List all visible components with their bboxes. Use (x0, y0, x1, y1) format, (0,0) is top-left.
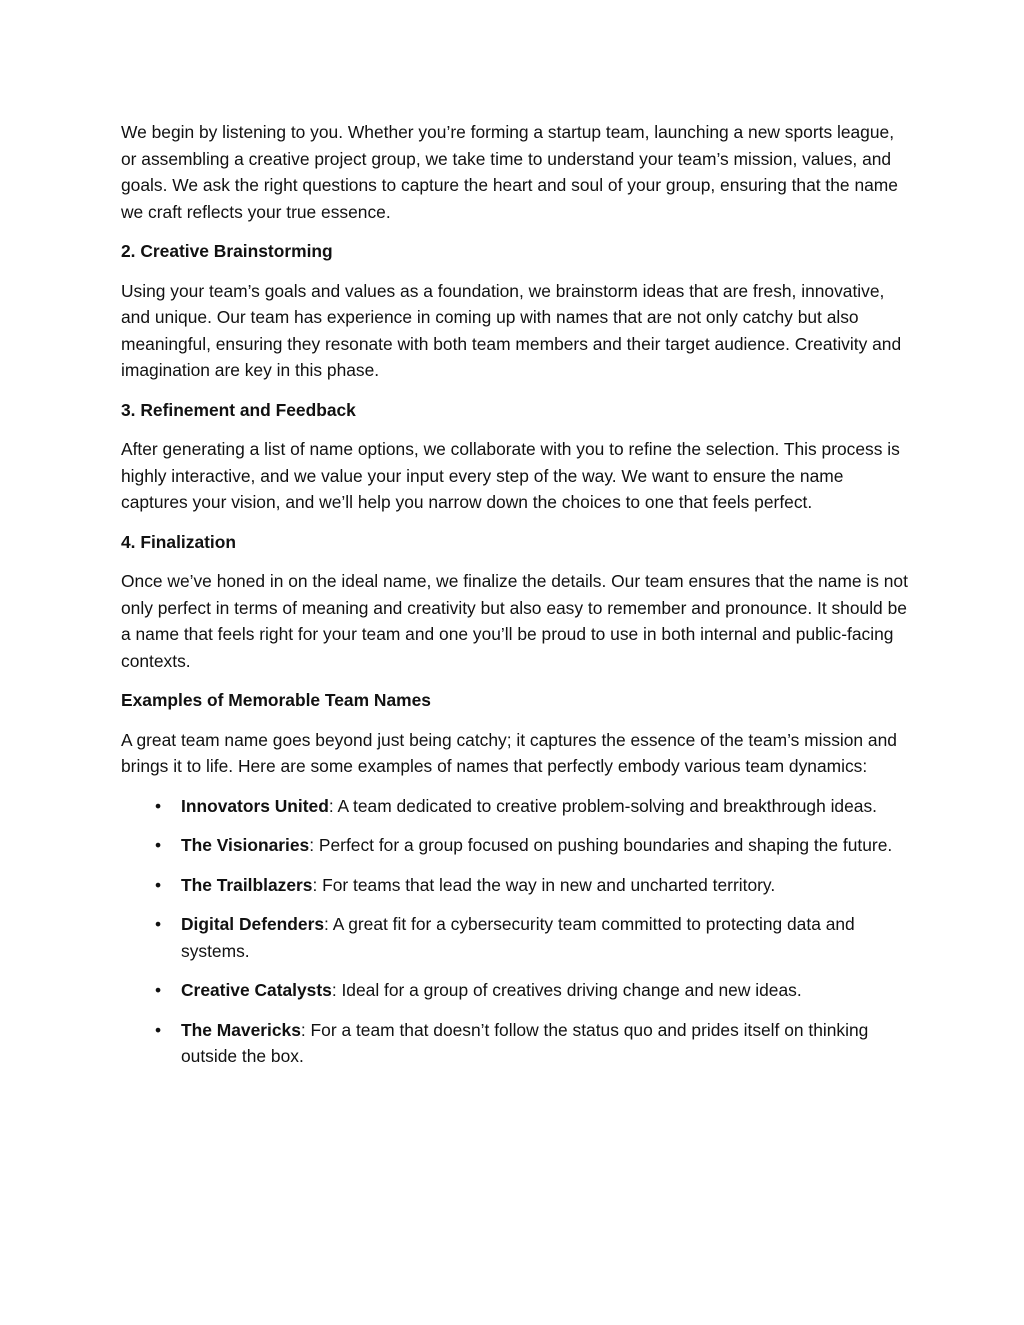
example-description: : A team dedicated to creative problem-solving and breakthrough ideas. (328, 795, 877, 816)
document-page (121, 119, 911, 1083)
example-term: Digital Defenders (181, 914, 325, 934)
example-term: The Visionaries (181, 835, 310, 855)
list-item (121, 977, 911, 1004)
bullet-icon: • (154, 835, 162, 855)
example-description: : Ideal for a group of creatives driving change and new ideas. (331, 980, 802, 1000)
list-item (121, 832, 911, 859)
bullet-icon: • (154, 795, 162, 816)
example-term: The Trailblazers (181, 874, 313, 895)
section-heading-brainstorming: 2. Creative Brainstorming (121, 241, 333, 261)
list-item (121, 872, 911, 899)
section-body-refinement: After generating a list of name options, we collaborate with you to refine the selection. This process is highly interactive, and we value your input every step of the way. We want to ensure the name captures your vision, and we’ll help you narrow down the choices to one that feels perfect. (121, 439, 900, 512)
example-description: : For a team that doesn’t follow the status quo and prides itself on thinking outside the box. (181, 1019, 869, 1066)
bullet-icon: • (154, 874, 162, 895)
list-item (121, 911, 911, 964)
example-description: : For teams that lead the way in new and uncharted territory. (312, 874, 776, 895)
section-body-brainstorming: Using your team’s goals and values as a foundation, we brainstorm ideas that are fresh, innovative, and unique. Our team has experience in coming up with names that are not only catchy but also meaningful, ensuring they resonate with both team members and their target audience. Creativity and imagination are key in this phase. (121, 280, 902, 380)
example-description: : Perfect for a group focused on pushing boundaries and shaping the future. (309, 835, 893, 855)
bullet-icon: • (154, 914, 162, 934)
example-description: : A great fit for a cybersecurity team committed to protecting data and systems. (181, 914, 855, 961)
list-item (121, 1017, 911, 1070)
section-heading-examples: Examples of Memorable Team Names (121, 690, 431, 710)
example-term: Creative Catalysts (181, 980, 332, 1000)
example-term: The Mavericks (181, 1019, 301, 1040)
intro-paragraph: We begin by listening to you. Whether you’re forming a startup team, launching a new sports league, or assembling a creative project group, we take time to understand your team’s mission, values, and goals. We ask the right questions to capture the heart and soul of your group, ensuring that the name we craft reflects your true essence. (121, 122, 898, 222)
section-body-examples: A great team name goes beyond just being catchy; it captures the essence of the team’s mission and brings it to life. Here are some examples of names that perfectly embody various team dynamics: (121, 729, 897, 776)
list-item (121, 793, 911, 820)
section-heading-refinement: 3. Refinement and Feedback (121, 399, 356, 420)
examples-list (121, 793, 911, 1070)
section-heading-finalization: 4. Finalization (121, 531, 236, 552)
section-body-finalization: Once we’ve honed in on the ideal name, we finalize the details. Our team ensures that the name is not only perfect in terms of meaning and creativity but also easy to remember and pronounce. It should be a name that feels right for your team and one you’ll be proud to use in both internal and public-facing contexts. (121, 571, 908, 671)
bullet-icon: • (154, 1019, 162, 1040)
example-term: Innovators United (181, 795, 329, 816)
bullet-icon: • (154, 980, 162, 1000)
